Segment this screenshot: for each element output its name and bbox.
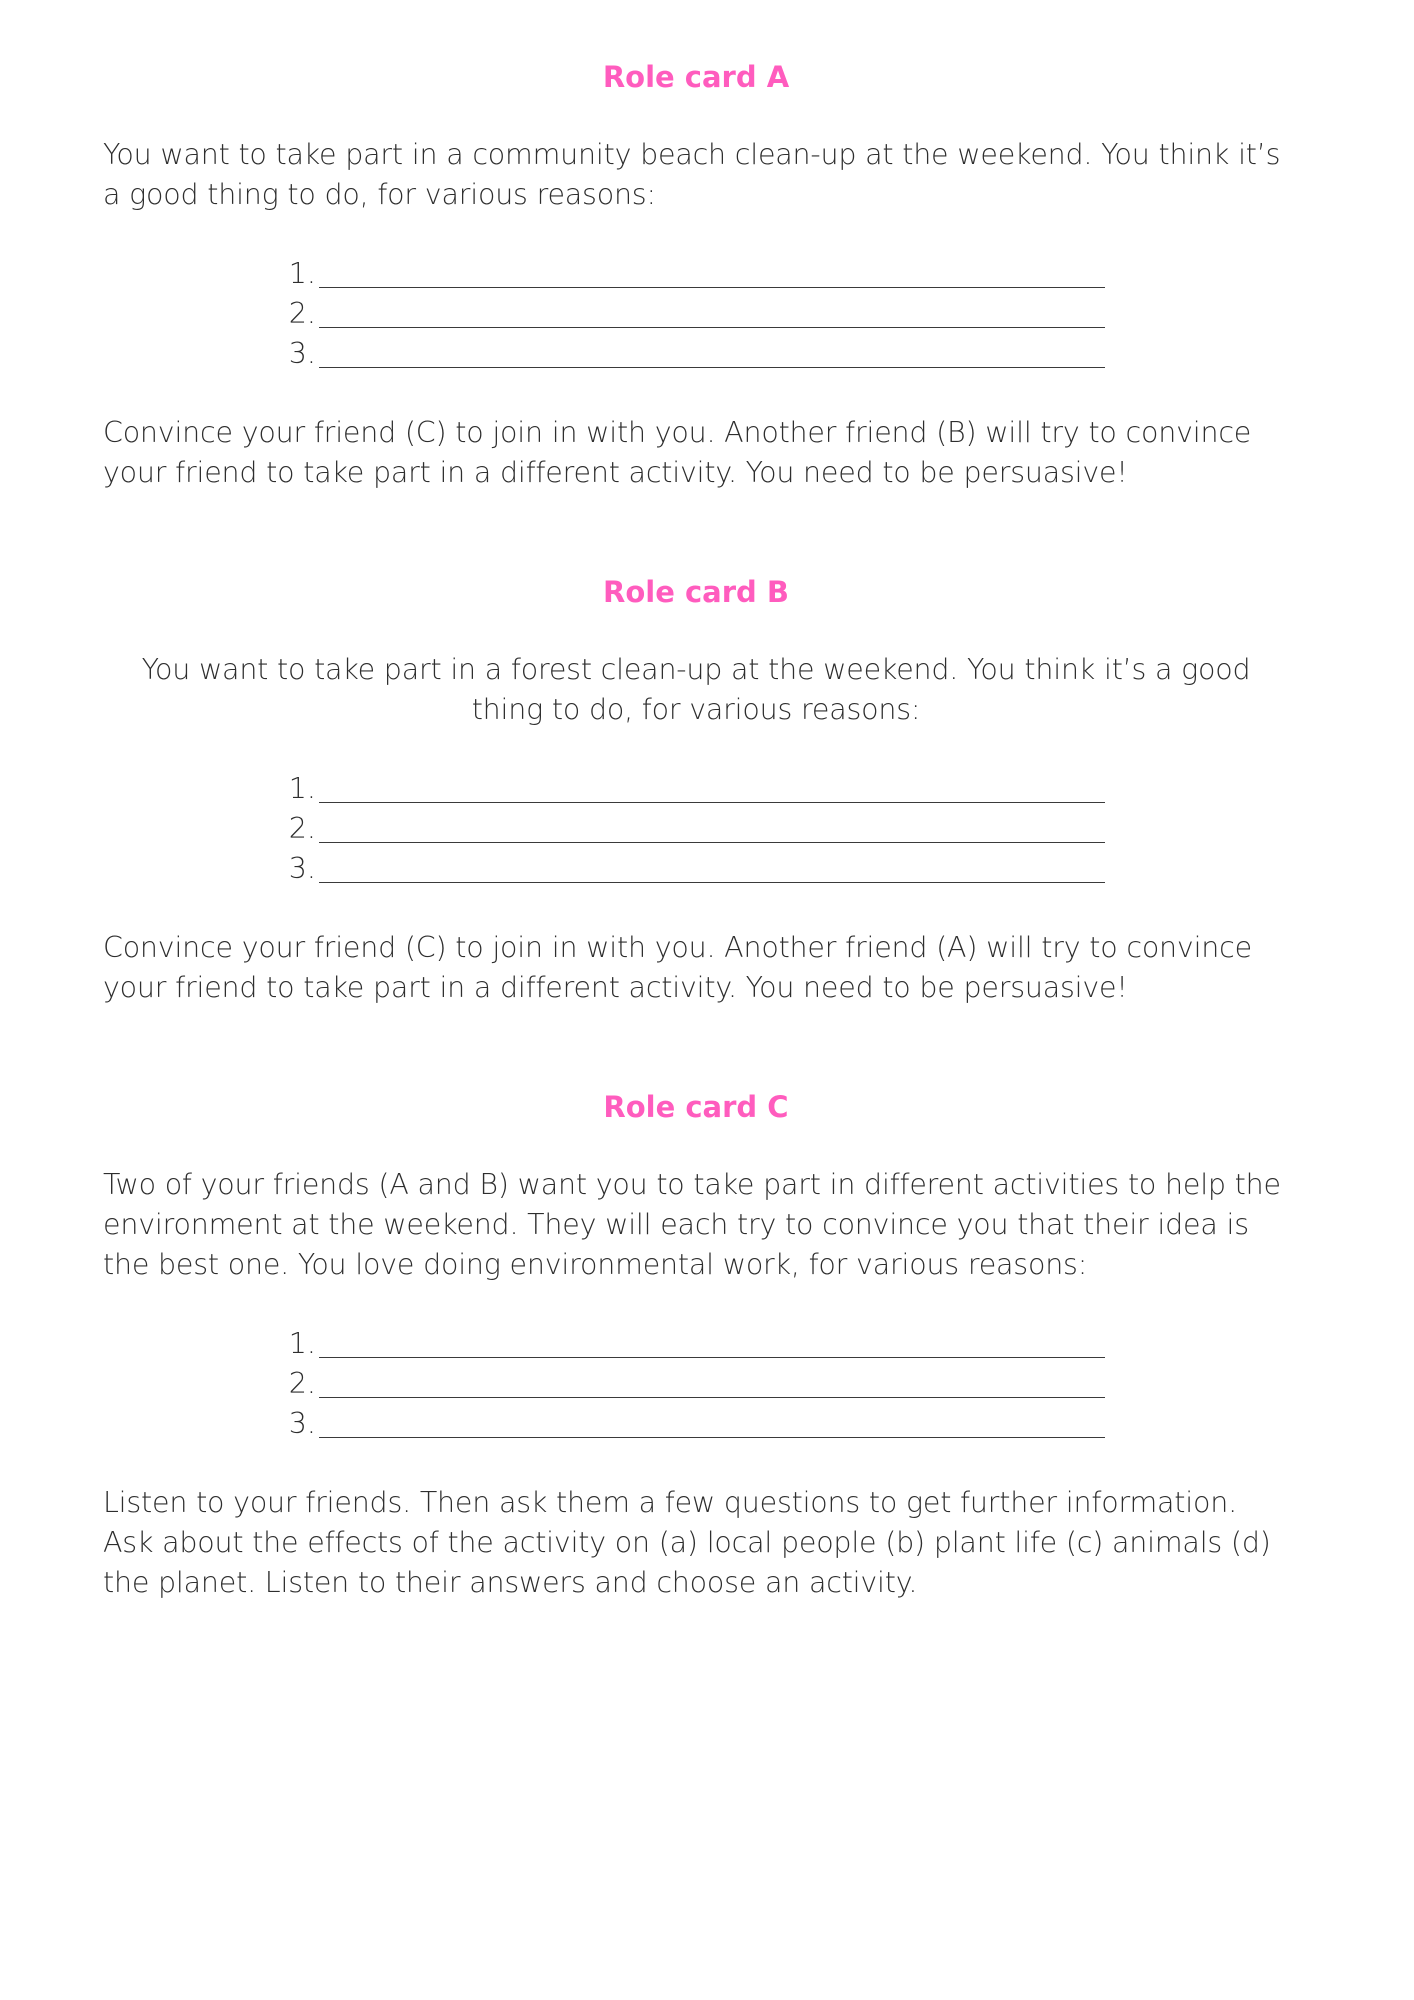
blank-answer-line <box>319 327 1105 328</box>
blank-answer-line <box>319 1437 1105 1438</box>
role-card-b-reasons <box>103 769 1289 889</box>
reason-line-item <box>103 809 1289 849</box>
reason-line-item <box>103 849 1289 889</box>
blank-answer-line <box>319 287 1105 288</box>
role-card-a-intro: You want to take part in a community beach clean-up at the weekend. You think it’s a good thing to do, for various reasons: <box>103 138 1281 211</box>
reason-line-item <box>103 254 1289 294</box>
role-card-a-outro: Convince your friend (C) to join in with you. Another friend (B) will try to convince your friend to take part in a different activity. You need to be persuasive! <box>103 416 1252 489</box>
reason-line-item <box>103 1324 1289 1364</box>
reason-number: 2. <box>288 812 316 845</box>
reason-line-item <box>103 769 1289 809</box>
role-card-c <box>103 1087 1289 1603</box>
blank-answer-line <box>319 1357 1105 1358</box>
reason-line-item <box>103 1364 1289 1404</box>
blank-answer-line <box>319 367 1105 368</box>
reason-number: 1. <box>288 257 316 290</box>
reason-number: 3. <box>288 1407 316 1440</box>
reason-line-item <box>103 294 1289 334</box>
role-card-a <box>103 57 1289 493</box>
reason-number: 1. <box>288 1327 316 1360</box>
reason-line-item <box>103 1404 1289 1444</box>
role-card-c-reasons <box>103 1324 1289 1444</box>
reason-line-item <box>103 334 1289 374</box>
role-card-c-intro: Two of your friends (A and B) want you to take part in different activities to help the environment at the weekend. They will each try to convince you that their idea is the best one. You love doing environmental work, for various reasons: <box>103 1168 1281 1281</box>
reason-number: 3. <box>288 337 316 370</box>
reason-number: 3. <box>288 852 316 885</box>
blank-answer-line <box>319 842 1105 843</box>
reason-number: 1. <box>288 772 316 805</box>
role-card-b-title: Role card B <box>603 575 789 609</box>
role-card-b-outro: Convince your friend (C) to join in with you. Another friend (A) will try to convince your friend to take part in a different activity. You need to be persuasive! <box>103 931 1252 1004</box>
reason-number: 2. <box>288 297 316 330</box>
role-card-c-title: Role card C <box>603 1090 789 1124</box>
role-card-a-title: Role card A <box>602 60 790 94</box>
role-card-b <box>103 572 1289 1008</box>
blank-answer-line <box>319 882 1105 883</box>
blank-answer-line <box>319 1397 1105 1398</box>
role-card-b-intro: You want to take part in a forest clean-up at the weekend. You think it’s a good thing to do, for various reasons: <box>141 653 1251 726</box>
role-card-a-reasons <box>103 254 1289 374</box>
blank-answer-line <box>319 802 1105 803</box>
role-card-c-outro: Listen to your friends. Then ask them a few questions to get further information. Ask about the effects of the activity on (a) local people (b) plant life (c) animals (d) the planet. Listen to their answers and choose an activity. <box>103 1486 1271 1599</box>
reason-number: 2. <box>288 1367 316 1400</box>
